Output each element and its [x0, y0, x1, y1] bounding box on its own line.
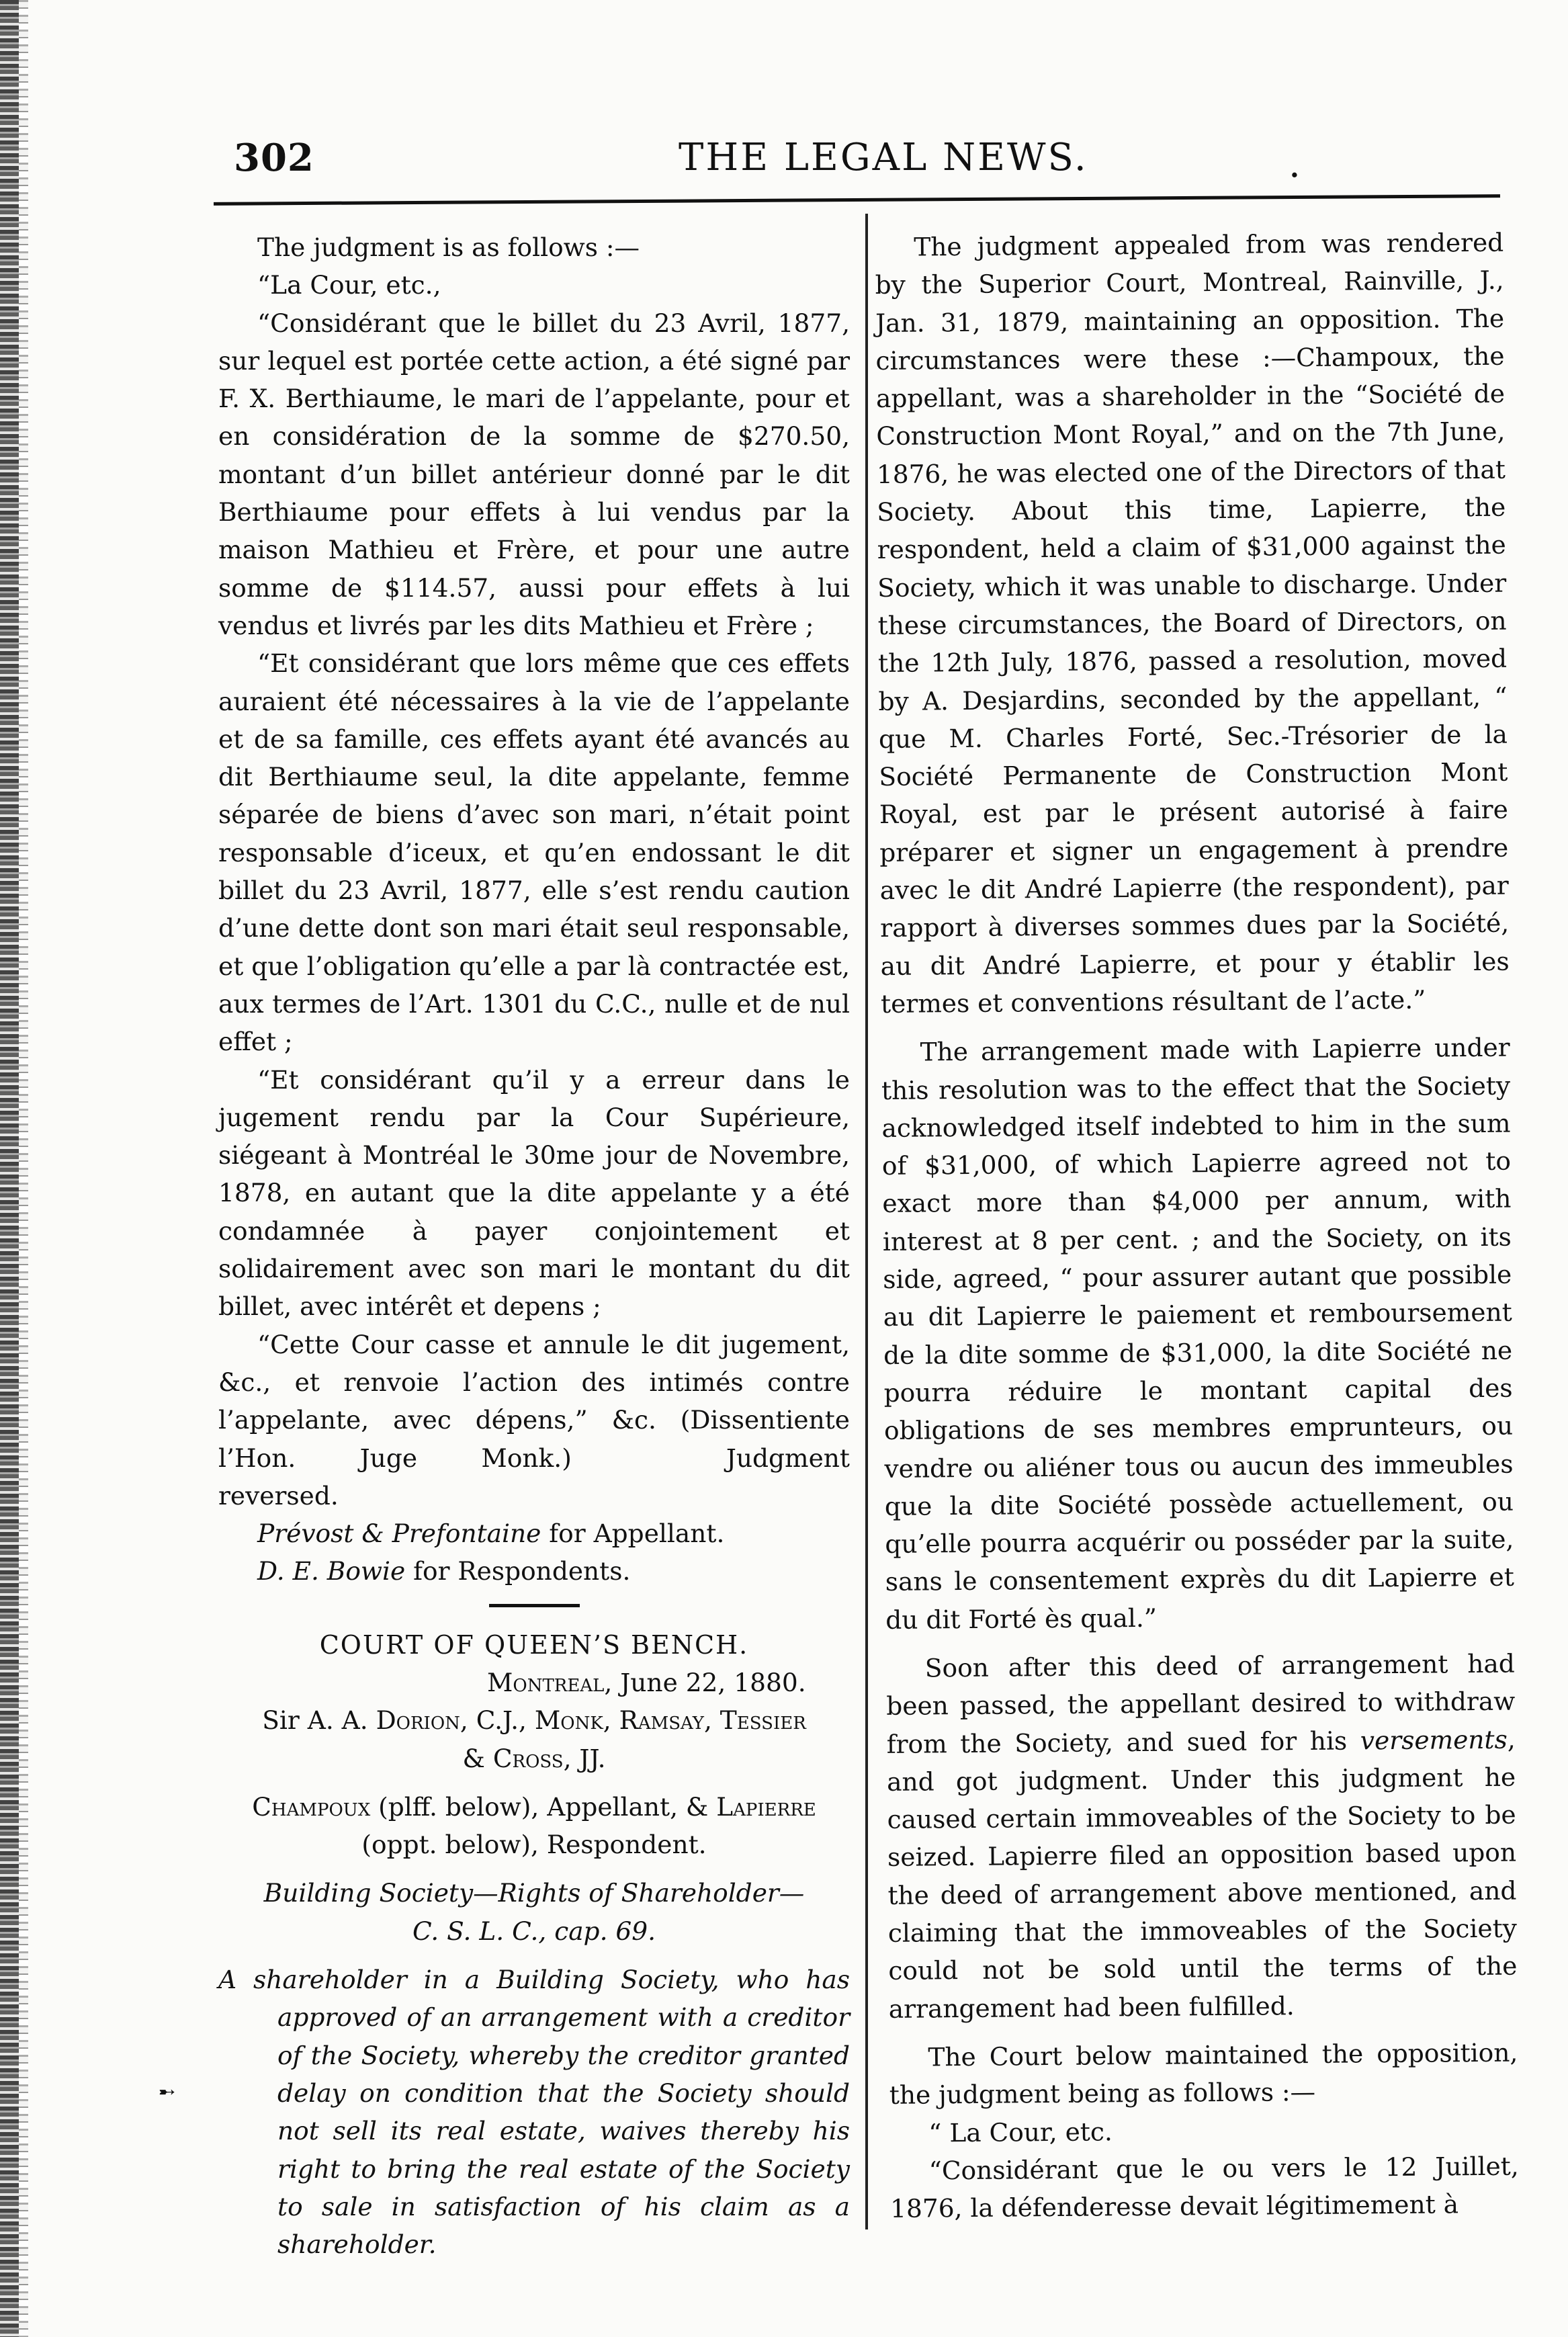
binding-edge-shadow [19, 0, 28, 2337]
judgment-result: Judgment reversed. [218, 1443, 850, 1511]
page-number: 302 [234, 136, 314, 180]
paragraph: Soon after this deed of arrangement had been passed, the appellant desired to withdraw from the Society, and sued for his versements, and got judgment. Under this judgment he caused certain immoveables of the Society to be seized. Lapierre filed an opposition based upon the deed of arrangement above mentioned, and claiming that the immoveables of the Society could not be sold until the terms of the arrangement had been fulfilled. [886, 1648, 1518, 2024]
parties-line: Champoux (plff. below), Appellant, & Lapierre (oppt. below), Respondent. [252, 1791, 816, 1860]
paragraph: “Considérant que le ou vers le 12 Juillet, 1876, la défenderesse devait légitimement à [889, 2151, 1519, 2224]
paragraph: “Et considérant que lors même que ces effets auraient été nécessaires à la vie de l’appelante et de sa famille, ces effets ayant été avancés au dit Berthiaume seul, la dite appelante, femme séparée de biens d’avec son mari, n’était point responsable d’iceux, et qu’en endossant le dit billet du 23 Avril, 1877, elle s’est rendu caution d’une dette dont son mari était seul responsable, et que l’obligation qu’elle a par là contractée est, aux termes de l’Art. 1301 du C.C., nulle et de nul effet ; [218, 648, 850, 1057]
date-line [218, 1664, 850, 1701]
margin-mark: ➸ [159, 2080, 176, 2104]
subject-line: Building Society—Rights of Shareholder— [263, 1878, 805, 1908]
judgment-text: “Cette Cour casse et annule le dit jugement, &c., et renvoie l’action des intimés contre l’appelante, avec dépens,” &c. (Dissentiente l’Hon. Juge Monk.) [218, 1329, 850, 1473]
paragraph: “ La Cour, etc. [928, 2116, 1113, 2148]
header-rule [214, 194, 1500, 206]
right-column [875, 224, 1519, 2228]
court-title: COURT OF QUEEN’S BENCH. [319, 1629, 749, 1660]
counsel-line [218, 1515, 850, 1552]
judges-line: Sir A. A. Dorion, C.J., Monk, Ramsay, Tessier & Cross, JJ. [262, 1705, 806, 1773]
header-dot: . [1289, 142, 1301, 186]
binding-edge [0, 0, 19, 2337]
counsel-role: for Respondents. [405, 1556, 631, 1586]
date: June 22, 1880. [612, 1667, 806, 1697]
section-divider [489, 1604, 580, 1607]
paragraph: The arrangement made with Lapierre under this resolution was to the effect that the Society acknowledged itself indebted to him in the sum of $31,000, of which Lapierre agreed not to exact more than $4,000 per annum, with interest at 8 per cent. ; and the Society, on its side, agreed, “ pour assurer autant que possible au dit Lapierre le paiement et remboursement de la dite somme de $31,000, la dite Société ne pourra réduire le montant capital des obligations de ses membres emprunteurs, ou vendre ou aliéner tous ou aucun des immeubles que la dite Société possède actuellement, ou qu’elle pourra acquérir ou posséder par la suite, sans le consentement exprès du dit Lapierre et du dit Forté ès qual.” [881, 1032, 1514, 1635]
counsel-role: for Appellant. [541, 1519, 725, 1549]
subject-line: C. S. L. C., cap. 69. [412, 1916, 656, 1946]
paragraph: “Considérant que le billet du 23 Avril, 1877, sur lequel est portée cette action, a été signé par F. X. Berthiaume, le mari de l’appelante, pour et en considération de la somme de $270.50, montant d’un billet antérieur donné par le dit Berthiaume pour effets à lui vendus par la maison Mathieu et Frère, et pour une autre somme de $114.57, aussi pour effets à lui vendus et livrés par les dits Mathieu et Frère ; [218, 308, 850, 640]
paragraph: “La Cour, etc., [257, 270, 441, 300]
paragraph: The judgment is as follows :— [257, 232, 640, 262]
counsel-name: D. E. Bowie [257, 1556, 406, 1586]
column-rule [865, 214, 868, 2229]
counsel-name: Prévost & Prefontaine [257, 1519, 541, 1549]
left-column [218, 228, 850, 2263]
paragraph: “Et considérant qu’il y a erreur dans le jugement rendu par la Cour Supérieure, siégeant à Montréal le 30me jour de Novembre, 1878, en autant que la dite appelante y a été condamnée à payer conjointement et solidairement avec son mari le montant du dit billet, avec intérêt et depens ; [218, 1064, 850, 1322]
paragraph: The judgment appealed from was rendered by the Superior Court, Montreal, Rainville, J., Jan. 31, 1879, maintaining an opposition. The circumstances were these :—Champoux, the appellant, was a shareholder in the “Société de Construction Mont Royal,” and on the 7th June, 1876, he was elected one of the Directors of that Society. About this time, Lapierre, the respondent, held a claim of $31,000 against the Society, which it was unable to discharge. Under these circumstances, the Board of Directors, on the 12th July, 1876, passed a resolution, moved by A. Desjardins, seconded by the appellant, “ que M. Charles Forté, Sec.-Trésorier de la Société Permanente de Construction Mont Royal, est par le présent autorisé à faire préparer et signer un engagement à prendre avec le dit André Lapierre (the respondent), par rapport à diverses sommes dues par la Société, au dit André Lapierre, et pour y établir les termes et conventions résultant de l’acte.” [875, 227, 1510, 1019]
place: Montreal, [487, 1667, 613, 1697]
counsel-line [218, 1552, 850, 1590]
running-title: THE LEGAL NEWS. [679, 136, 1088, 179]
headnote: A shareholder in a Building Society, who has approved of an arrangement with a creditor of the Society, whereby the creditor granted delay on condition that the Society should not sell its real estate, waives thereby his right to bring the real estate of the Society to sale in satisfaction of his claim as a shareholder. [218, 1965, 850, 2260]
paragraph: The Court below maintained the opposition, the judgment being as follows :— [889, 2037, 1518, 2111]
paragraph [218, 1326, 850, 1515]
